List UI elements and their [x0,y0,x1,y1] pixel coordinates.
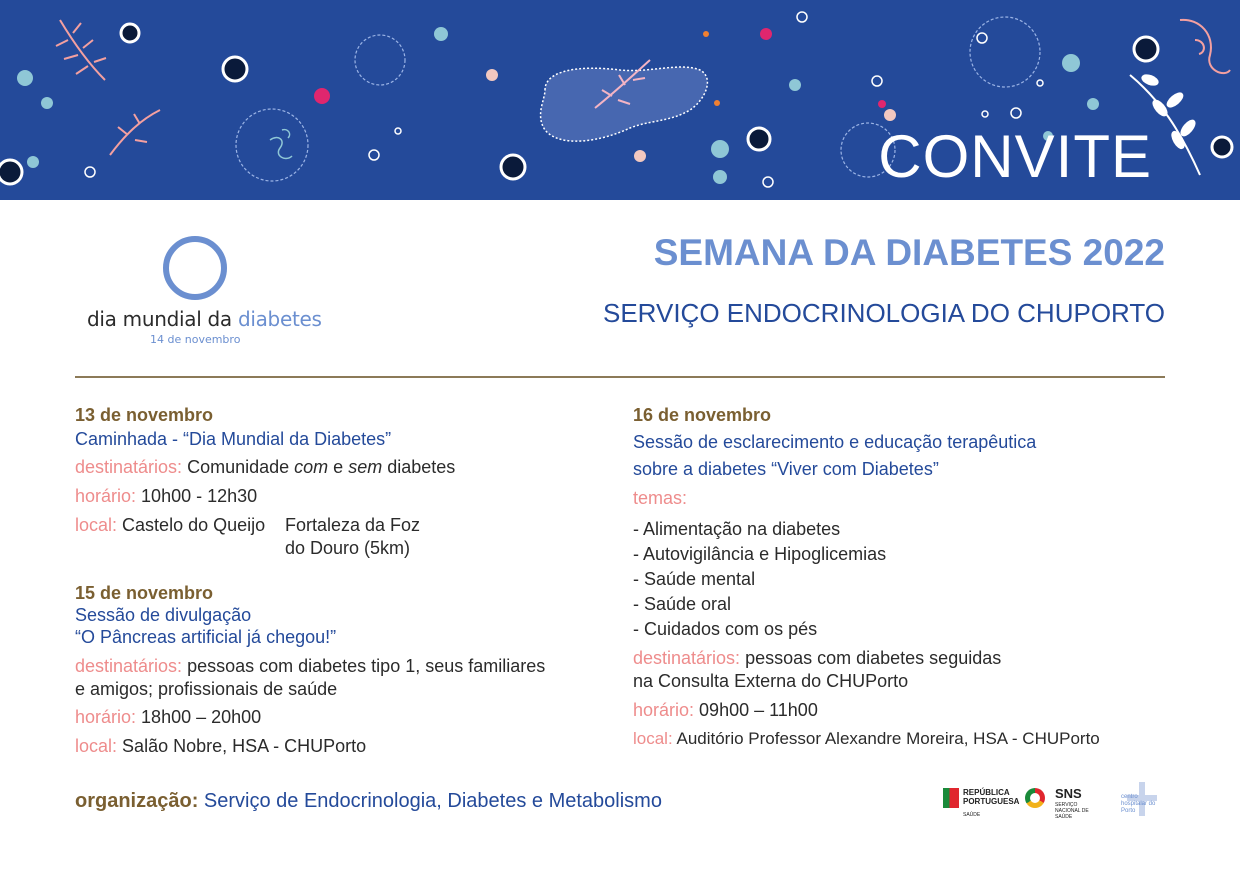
logo-text [87,307,322,331]
local-label: local: [75,736,118,756]
destinatarios-value-line2: na Consulta Externa do CHUPorto [633,671,909,691]
event-date: 15 de novembro [75,583,214,603]
organizacao-value: Serviço de Endocrinologia, Diabetes e Metabolismo [203,790,662,812]
destinatarios-em: com [294,457,329,477]
page-subtitle: SERVIÇO ENDOCRINOLOGIA DO CHUPORTO [603,298,1165,328]
banner-title: CONVITE [878,123,1152,190]
horario-label: horário: [633,700,695,720]
local-label: local: [75,515,118,535]
rp-line2: PORTUGUESA [963,797,1020,806]
blue-circle-icon [163,236,227,300]
republica-portuguesa-logo [943,788,1020,818]
event-horario [75,485,257,507]
event-horario [633,699,818,721]
logo-name-part2: diabetes [237,307,322,331]
horario-value: 10h00 - 12h30 [141,486,258,506]
sns-text: SNS [1055,786,1082,801]
event-local [75,514,265,536]
sns-circle-icon [1025,788,1045,808]
horario-value: 18h00 – 20h00 [141,707,262,727]
tema-item: - Cuidados com os pés [633,619,818,639]
event-local [75,735,366,757]
local-value: Castelo do Queijo [122,515,266,535]
flag-icon [943,788,959,808]
rp-text [963,788,1019,806]
event-destinatarios [633,647,1001,669]
partner-logos [943,782,1168,822]
logo-name-part1: dia mundial da [87,307,232,331]
horario-value: 09h00 – 11h00 [699,700,818,720]
temas-label: temas: [633,488,688,508]
local-value: Auditório Professor Alexandre Moreira, HSA - CHUPorto [676,729,1100,748]
event-local [633,728,1100,750]
dia-mundial-logo [85,234,322,349]
divider [75,376,1165,378]
tema-item: - Saúde mental [633,569,756,589]
destinatarios-label: destinatários: [75,656,183,676]
sns-sub: SERVIÇO NACIONAL DE SAÚDE [1055,802,1089,820]
event-title: Sessão de divulgação [75,605,252,625]
destinatarios-value: pessoas com diabetes seguidas [745,648,1002,668]
event-title: Sessão de esclarecimento e educação terapêutica [633,432,1037,452]
destinatarios-value: pessoas com diabetes tipo 1, seus familiares [187,656,546,676]
tema-item: - Alimentação na diabetes [633,519,841,539]
destinatarios-label: destinatários: [75,457,183,477]
chp-text: centro hospitalar do Porto [1121,794,1156,814]
event-date: 13 de novembro [75,405,214,425]
event-date: 16 de novembro [633,405,772,425]
event-title: sobre a diabetes “Viver com Diabetes” [633,459,939,479]
tema-item: - Autovigilância e Hipoglicemias [633,544,887,564]
event-local-2b: do Douro (5km) [285,538,411,558]
footer-organizacao [75,790,662,813]
event-destinatarios [75,655,545,677]
event-destinatarios [75,456,455,478]
destinatarios-label: destinatários: [633,648,741,668]
horario-label: horário: [75,707,137,727]
rp-line1: REPÚBLICA [963,788,1010,797]
event-local-2: Fortaleza da Foz [285,515,421,535]
destinatarios-text: Comunidade [187,457,295,477]
event-title: Caminhada - “Dia Mundial da Diabetes” [75,429,392,449]
organizacao-label: organização: [75,790,199,812]
event-horario [75,706,261,728]
header-banner [0,0,1240,200]
page-title: SEMANA DA DIABETES 2022 [653,232,1165,273]
tema-item: - Saúde oral [633,594,732,614]
local-label: local: [633,729,673,748]
destinatarios-text: e [328,457,349,477]
rp-sub: SAÚDE [963,812,981,818]
destinatarios-em: sem [348,457,383,477]
local-value: Salão Nobre, HSA - CHUPorto [122,736,367,756]
logo-date: 14 de novembro [150,333,241,346]
destinatarios-text: diabetes [382,457,456,477]
event-title: “O Pâncreas artificial já chegou!” [75,627,337,647]
destinatarios-value-line2: e amigos; profissionais de saúde [75,679,338,699]
horario-label: horário: [75,486,137,506]
